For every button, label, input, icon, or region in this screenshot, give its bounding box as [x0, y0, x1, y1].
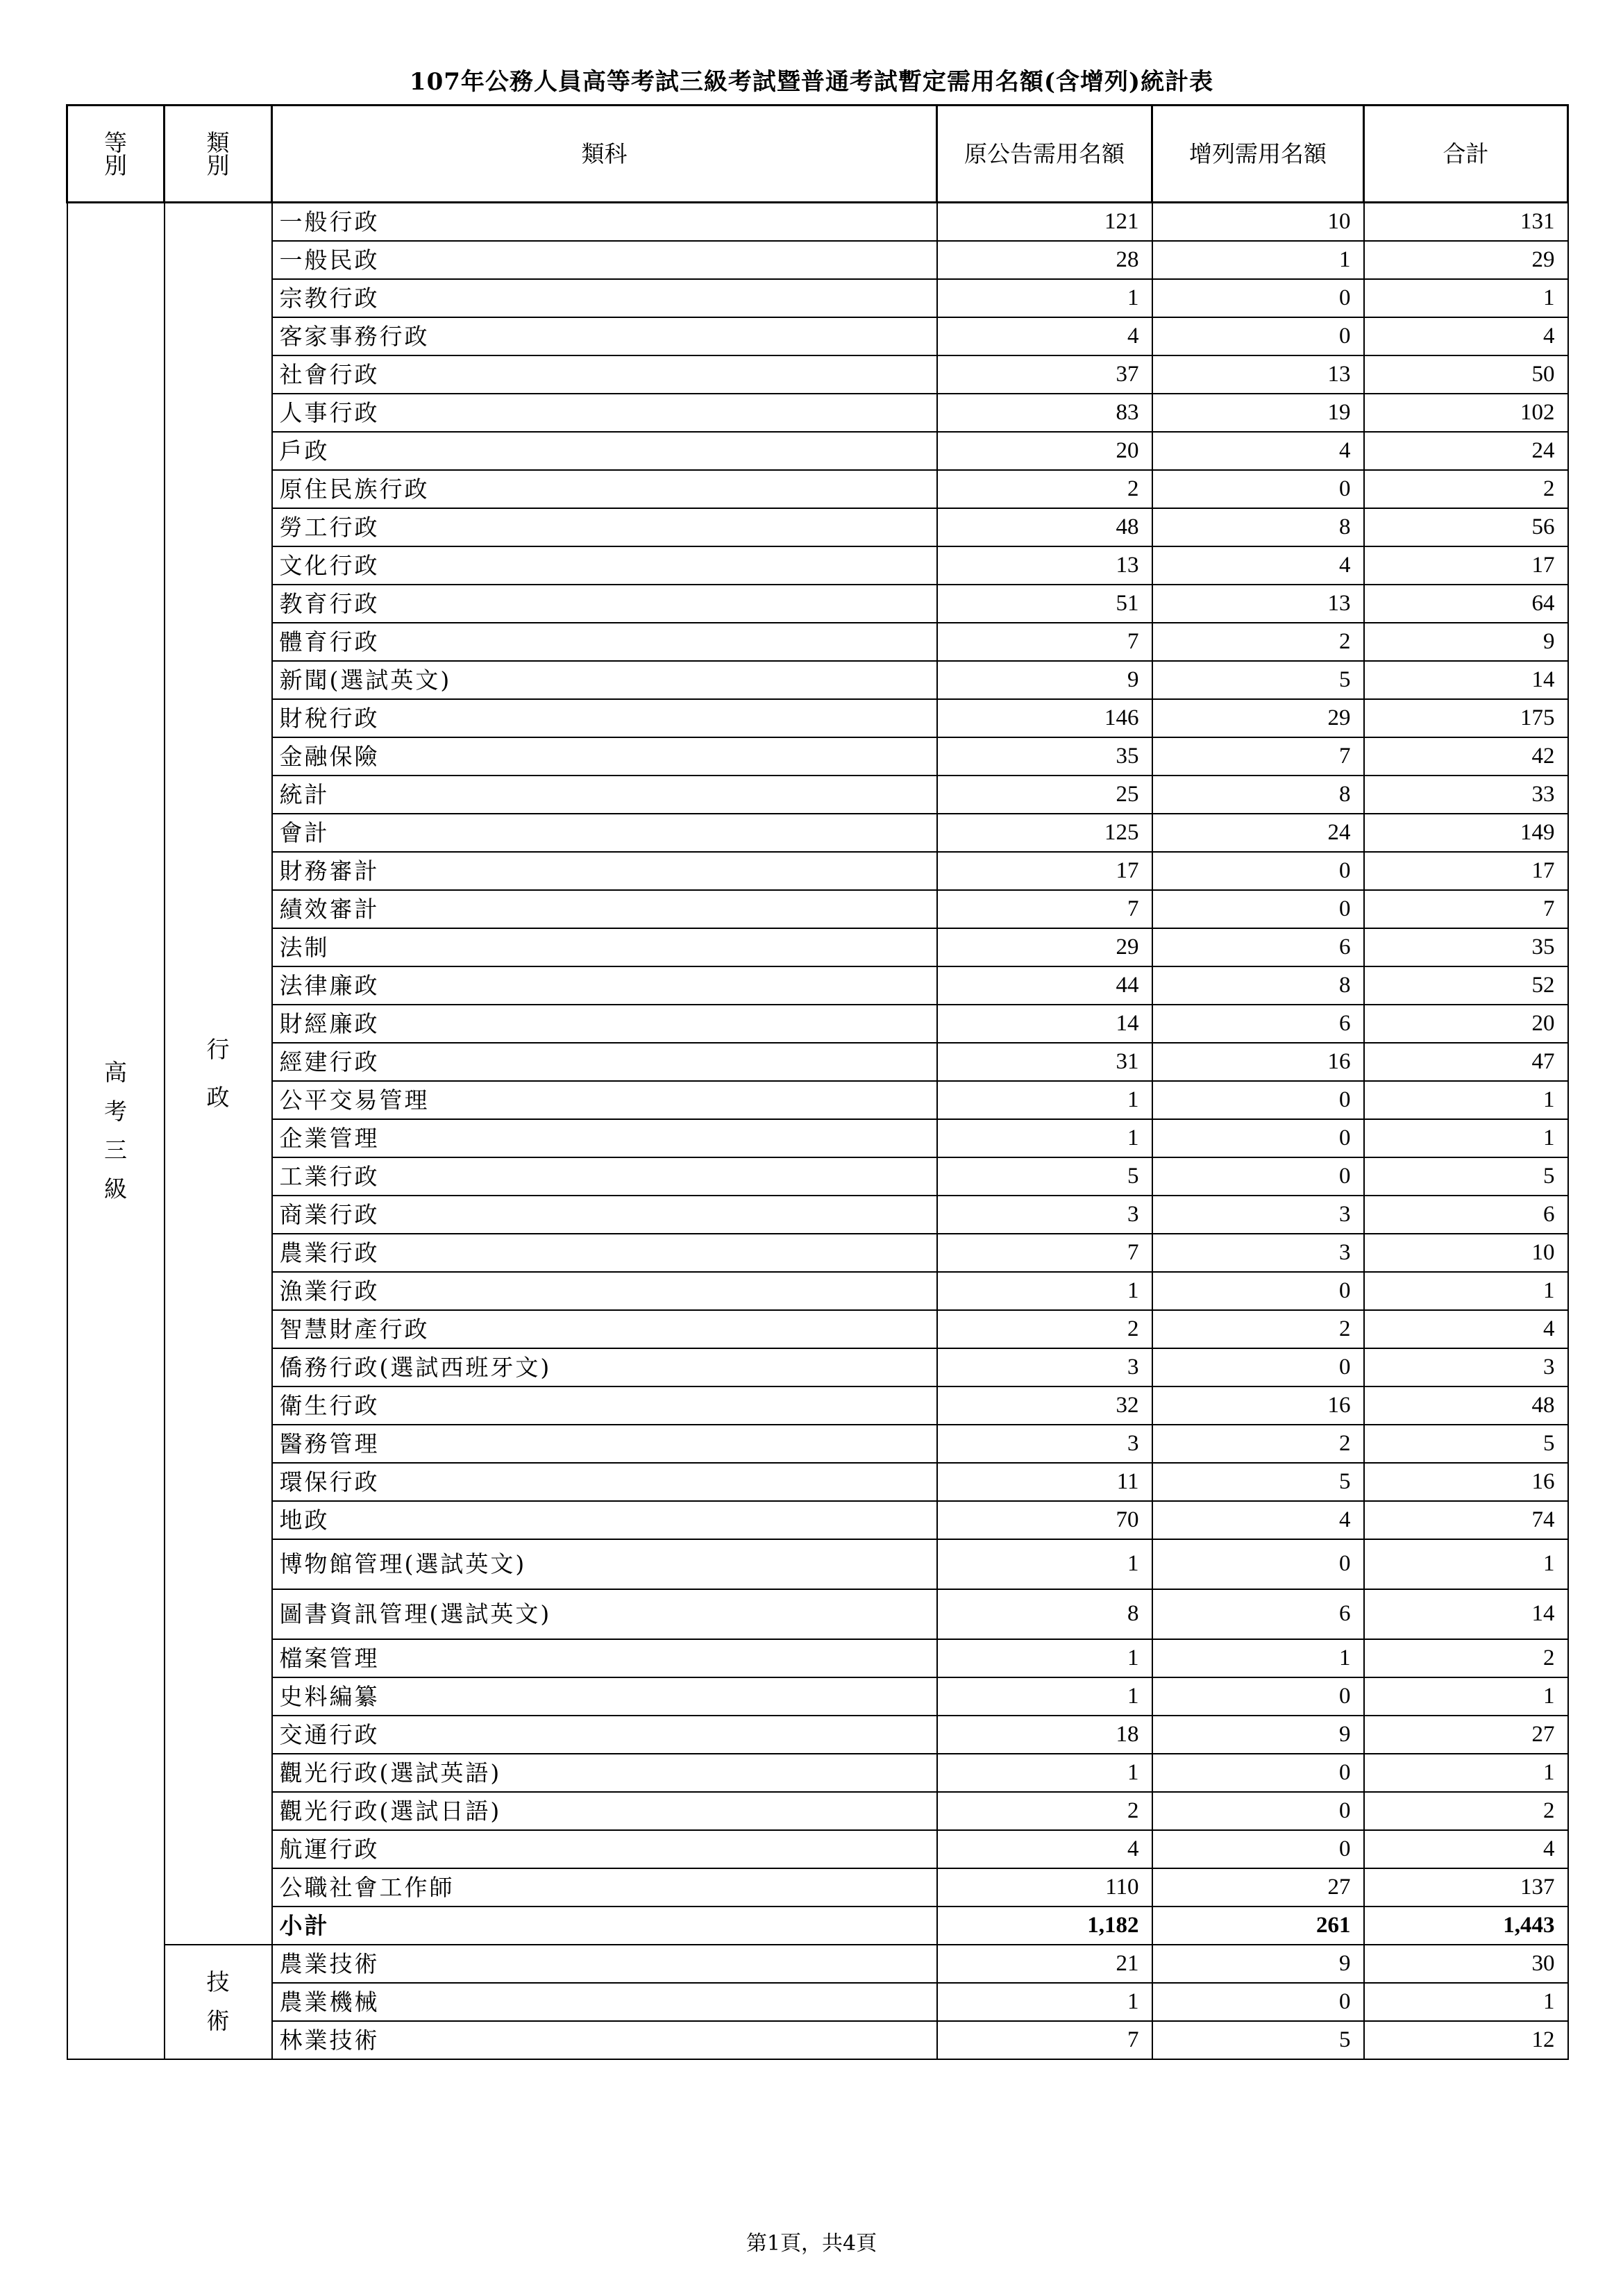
table-row [67, 1005, 1568, 1043]
added-count: 7 [1152, 737, 1364, 776]
table-row [67, 1677, 1568, 1716]
table-row [67, 623, 1568, 661]
original-count: 3 [937, 1425, 1152, 1463]
table-row [67, 1983, 1568, 2021]
total-count: 137 [1364, 1868, 1568, 1907]
added-count: 9 [1152, 1716, 1364, 1754]
original-count: 29 [937, 928, 1152, 966]
original-count: 17 [937, 852, 1152, 890]
table-row [67, 355, 1568, 394]
total-count: 33 [1364, 776, 1568, 814]
page-title: 107年公務人員高等考試三級考試暨普通考試暫定需用名額(含增列)統計表 [409, 68, 1214, 96]
original-count: 110 [937, 1868, 1152, 1907]
table-row [67, 546, 1568, 585]
added-count: 8 [1152, 508, 1364, 546]
table-row [67, 508, 1568, 546]
subject-name: 勞工行政 [272, 508, 937, 546]
added-count: 5 [1152, 2021, 1364, 2059]
original-count: 70 [937, 1501, 1152, 1539]
subject-name: 企業管理 [272, 1119, 937, 1157]
table-row [67, 1868, 1568, 1907]
added-count: 19 [1152, 394, 1364, 432]
added-count: 5 [1152, 1463, 1364, 1501]
original-count: 18 [937, 1716, 1152, 1754]
total-count: 1 [1364, 1677, 1568, 1716]
total-count: 20 [1364, 1005, 1568, 1043]
total-count: 1 [1364, 1119, 1568, 1157]
subject-name: 一般行政 [272, 203, 937, 241]
original-count: 1 [937, 1081, 1152, 1119]
table-row [67, 814, 1568, 852]
added-count: 0 [1152, 852, 1364, 890]
original-count: 11 [937, 1463, 1152, 1501]
table-row [67, 203, 1568, 241]
table-row [67, 890, 1568, 928]
subject-name: 環保行政 [272, 1463, 937, 1501]
table-row [67, 661, 1568, 699]
original-count: 125 [937, 814, 1152, 852]
added-count: 6 [1152, 1589, 1364, 1639]
total-count: 1 [1364, 279, 1568, 317]
total-count: 47 [1364, 1043, 1568, 1081]
table-row [67, 1157, 1568, 1196]
table-row [67, 1081, 1568, 1119]
quota-table [66, 104, 1569, 2060]
subject-name: 會計 [272, 814, 937, 852]
total-count: 2 [1364, 1792, 1568, 1830]
added-count: 0 [1152, 1539, 1364, 1589]
added-count: 2 [1152, 1310, 1364, 1348]
total-count: 56 [1364, 508, 1568, 546]
original-count: 1 [937, 1983, 1152, 2021]
header-subject: 類科 [272, 106, 937, 203]
subject-name: 一般民政 [272, 241, 937, 279]
original-count: 1 [937, 1754, 1152, 1792]
added-count: 2 [1152, 1425, 1364, 1463]
category-admin-cell-text: 行 政 [206, 1035, 230, 1112]
total-count: 1 [1364, 1539, 1568, 1589]
subject-name: 法律廉政 [272, 966, 937, 1005]
added-count: 4 [1152, 546, 1364, 585]
total-count: 29 [1364, 241, 1568, 279]
total-count: 2 [1364, 470, 1568, 508]
subject-name: 智慧財產行政 [272, 1310, 937, 1348]
table-row [67, 1348, 1568, 1386]
original-count: 1 [937, 279, 1152, 317]
subject-name: 社會行政 [272, 355, 937, 394]
added-count: 0 [1152, 470, 1364, 508]
table-row [67, 1234, 1568, 1272]
subject-name: 博物館管理(選試英文) [272, 1539, 937, 1589]
subject-name: 教育行政 [272, 585, 937, 623]
original-count: 5 [937, 1157, 1152, 1196]
table-row [67, 776, 1568, 814]
subject-name: 工業行政 [272, 1157, 937, 1196]
subject-name: 文化行政 [272, 546, 937, 585]
table-row [67, 1716, 1568, 1754]
added-count: 5 [1152, 661, 1364, 699]
added-count: 0 [1152, 1677, 1364, 1716]
table-row [67, 317, 1568, 355]
total-count: 9 [1364, 623, 1568, 661]
original-count: 3 [937, 1196, 1152, 1234]
added-count: 8 [1152, 966, 1364, 1005]
total-count: 24 [1364, 432, 1568, 470]
added-count: 0 [1152, 1754, 1364, 1792]
subject-name: 法制 [272, 928, 937, 966]
table-row [67, 1043, 1568, 1081]
table-row [67, 966, 1568, 1005]
total-count: 5 [1364, 1157, 1568, 1196]
category-tech-cell [165, 1945, 272, 2059]
added-count: 9 [1152, 1945, 1364, 1983]
original-count: 25 [937, 776, 1152, 814]
table-row [67, 1945, 1568, 1983]
table-row [67, 928, 1568, 966]
added-count: 0 [1152, 1081, 1364, 1119]
added-count: 29 [1152, 699, 1364, 737]
subject-name: 觀光行政(選試日語) [272, 1792, 937, 1830]
original-count: 13 [937, 546, 1152, 585]
subject-name: 績效審計 [272, 890, 937, 928]
subject-name: 史料編纂 [272, 1677, 937, 1716]
table-row [67, 470, 1568, 508]
subject-name: 公職社會工作師 [272, 1868, 937, 1907]
grade-cell [67, 203, 165, 2059]
original-count: 37 [937, 355, 1152, 394]
total-count: 27 [1364, 1716, 1568, 1754]
original-count: 48 [937, 508, 1152, 546]
original-count: 3 [937, 1348, 1152, 1386]
total-count: 52 [1364, 966, 1568, 1005]
table-row [67, 699, 1568, 737]
original-count: 44 [937, 966, 1152, 1005]
original-count: 20 [937, 432, 1152, 470]
subject-name: 客家事務行政 [272, 317, 937, 355]
added-count: 6 [1152, 928, 1364, 966]
original-count: 2 [937, 1310, 1152, 1348]
table-row [67, 279, 1568, 317]
added-count: 8 [1152, 776, 1364, 814]
total-count: 50 [1364, 355, 1568, 394]
added-count: 1 [1152, 1639, 1364, 1677]
subject-name: 人事行政 [272, 394, 937, 432]
total-count: 1 [1364, 1983, 1568, 2021]
added-count: 0 [1152, 1830, 1364, 1868]
table-row [67, 1196, 1568, 1234]
subject-name: 農業技術 [272, 1945, 937, 1983]
subject-name: 地政 [272, 1501, 937, 1539]
added-count: 27 [1152, 1868, 1364, 1907]
original-count: 4 [937, 1830, 1152, 1868]
total-count: 1 [1364, 1754, 1568, 1792]
total-count: 12 [1364, 2021, 1568, 2059]
original-count: 28 [937, 241, 1152, 279]
original-count: 146 [937, 699, 1152, 737]
category-admin-cell [165, 203, 272, 1945]
total-count: 14 [1364, 1589, 1568, 1639]
subtotal-row [67, 1907, 1568, 1945]
table-row [67, 1272, 1568, 1310]
header-grade [67, 106, 165, 203]
total-count: 5 [1364, 1425, 1568, 1463]
table-row [67, 1310, 1568, 1348]
total-count: 17 [1364, 546, 1568, 585]
original-count: 51 [937, 585, 1152, 623]
original-count: 1 [937, 1272, 1152, 1310]
total-count: 1,443 [1364, 1907, 1568, 1945]
category-tech-cell-text: 技 術 [206, 1968, 230, 2034]
subject-name: 農業行政 [272, 1234, 937, 1272]
header-added: 增列需用名額 [1152, 106, 1364, 203]
header-row [67, 106, 1568, 203]
added-count: 0 [1152, 1119, 1364, 1157]
total-count: 48 [1364, 1386, 1568, 1425]
table-row [67, 1501, 1568, 1539]
subject-name: 統計 [272, 776, 937, 814]
subject-name: 原住民族行政 [272, 470, 937, 508]
subject-name: 公平交易管理 [272, 1081, 937, 1119]
added-count: 0 [1152, 317, 1364, 355]
subject-name: 航運行政 [272, 1830, 937, 1868]
subject-name: 交通行政 [272, 1716, 937, 1754]
original-count: 1 [937, 1539, 1152, 1589]
total-count: 175 [1364, 699, 1568, 737]
subject-name: 圖書資訊管理(選試英文) [272, 1589, 937, 1639]
table-row [67, 1754, 1568, 1792]
header-category [165, 106, 272, 203]
header-original: 原公告需用名額 [937, 106, 1152, 203]
header-total: 合計 [1364, 106, 1568, 203]
subject-name: 體育行政 [272, 623, 937, 661]
subject-name: 戶政 [272, 432, 937, 470]
added-count: 0 [1152, 279, 1364, 317]
total-count: 10 [1364, 1234, 1568, 1272]
subject-name: 漁業行政 [272, 1272, 937, 1310]
original-count: 83 [937, 394, 1152, 432]
table-row [67, 394, 1568, 432]
subject-name: 林業技術 [272, 2021, 937, 2059]
header-category-char-2: 別 [206, 151, 230, 179]
table-row [67, 1463, 1568, 1501]
table-row [67, 852, 1568, 890]
original-count: 7 [937, 623, 1152, 661]
subject-name: 農業機械 [272, 1983, 937, 2021]
total-count: 7 [1364, 890, 1568, 928]
original-count: 1,182 [937, 1907, 1152, 1945]
subject-name: 僑務行政(選試西班牙文) [272, 1348, 937, 1386]
table-row [67, 2021, 1568, 2059]
subject-name: 衛生行政 [272, 1386, 937, 1425]
subject-name: 觀光行政(選試英語) [272, 1754, 937, 1792]
added-count: 16 [1152, 1386, 1364, 1425]
total-count: 14 [1364, 661, 1568, 699]
original-count: 35 [937, 737, 1152, 776]
original-count: 7 [937, 2021, 1152, 2059]
table-row [67, 1119, 1568, 1157]
added-count: 0 [1152, 1983, 1364, 2021]
total-count: 35 [1364, 928, 1568, 966]
original-count: 31 [937, 1043, 1152, 1081]
page-footer: 第1頁，共4頁 [746, 2231, 877, 2256]
original-count: 1 [937, 1119, 1152, 1157]
total-count: 42 [1364, 737, 1568, 776]
table-row [67, 1425, 1568, 1463]
added-count: 0 [1152, 1272, 1364, 1310]
total-count: 3 [1364, 1348, 1568, 1386]
table-row [67, 1539, 1568, 1589]
table-row [67, 241, 1568, 279]
table-row [67, 1792, 1568, 1830]
header-grade-char-1: 等 [104, 128, 127, 156]
added-count: 13 [1152, 355, 1364, 394]
subject-name: 財務審計 [272, 852, 937, 890]
added-count: 0 [1152, 1348, 1364, 1386]
subject-name: 醫務管理 [272, 1425, 937, 1463]
subject-name: 商業行政 [272, 1196, 937, 1234]
total-count: 149 [1364, 814, 1568, 852]
total-count: 4 [1364, 1830, 1568, 1868]
table-row [67, 1639, 1568, 1677]
original-count: 8 [937, 1589, 1152, 1639]
subject-name: 經建行政 [272, 1043, 937, 1081]
subject-name: 財稅行政 [272, 699, 937, 737]
table-row [67, 432, 1568, 470]
total-count: 1 [1364, 1081, 1568, 1119]
added-count: 6 [1152, 1005, 1364, 1043]
subject-name: 檔案管理 [272, 1639, 937, 1677]
total-count: 30 [1364, 1945, 1568, 1983]
added-count: 0 [1152, 1157, 1364, 1196]
total-count: 102 [1364, 394, 1568, 432]
total-count: 17 [1364, 852, 1568, 890]
added-count: 13 [1152, 585, 1364, 623]
header-grade-char-2: 別 [104, 151, 127, 179]
table-body [67, 203, 1568, 2059]
added-count: 4 [1152, 432, 1364, 470]
table-row [67, 585, 1568, 623]
original-count: 2 [937, 1792, 1152, 1830]
original-count: 7 [937, 1234, 1152, 1272]
subject-name: 金融保險 [272, 737, 937, 776]
total-count: 6 [1364, 1196, 1568, 1234]
original-count: 2 [937, 470, 1152, 508]
total-count: 4 [1364, 317, 1568, 355]
added-count: 0 [1152, 1792, 1364, 1830]
total-count: 1 [1364, 1272, 1568, 1310]
table-row [67, 1386, 1568, 1425]
original-count: 4 [937, 317, 1152, 355]
added-count: 24 [1152, 814, 1364, 852]
original-count: 1 [937, 1639, 1152, 1677]
subject-name: 新聞(選試英文) [272, 661, 937, 699]
total-count: 131 [1364, 203, 1568, 241]
table-row [67, 1830, 1568, 1868]
subject-name: 財經廉政 [272, 1005, 937, 1043]
original-count: 32 [937, 1386, 1152, 1425]
original-count: 1 [937, 1677, 1152, 1716]
subject-name: 宗教行政 [272, 279, 937, 317]
added-count: 4 [1152, 1501, 1364, 1539]
added-count: 3 [1152, 1196, 1364, 1234]
added-count: 1 [1152, 241, 1364, 279]
table-row [67, 1589, 1568, 1639]
added-count: 16 [1152, 1043, 1364, 1081]
added-count: 0 [1152, 890, 1364, 928]
grade-cell-text: 高 考 三 級 [104, 1058, 127, 1203]
subject-name: 小計 [272, 1907, 937, 1945]
original-count: 21 [937, 1945, 1152, 1983]
added-count: 261 [1152, 1907, 1364, 1945]
total-count: 74 [1364, 1501, 1568, 1539]
total-count: 4 [1364, 1310, 1568, 1348]
added-count: 2 [1152, 623, 1364, 661]
total-count: 64 [1364, 585, 1568, 623]
original-count: 9 [937, 661, 1152, 699]
total-count: 2 [1364, 1639, 1568, 1677]
header-category-char-1: 類 [206, 128, 230, 156]
original-count: 7 [937, 890, 1152, 928]
added-count: 10 [1152, 203, 1364, 241]
original-count: 121 [937, 203, 1152, 241]
table-row [67, 737, 1568, 776]
added-count: 3 [1152, 1234, 1364, 1272]
total-count: 16 [1364, 1463, 1568, 1501]
original-count: 14 [937, 1005, 1152, 1043]
